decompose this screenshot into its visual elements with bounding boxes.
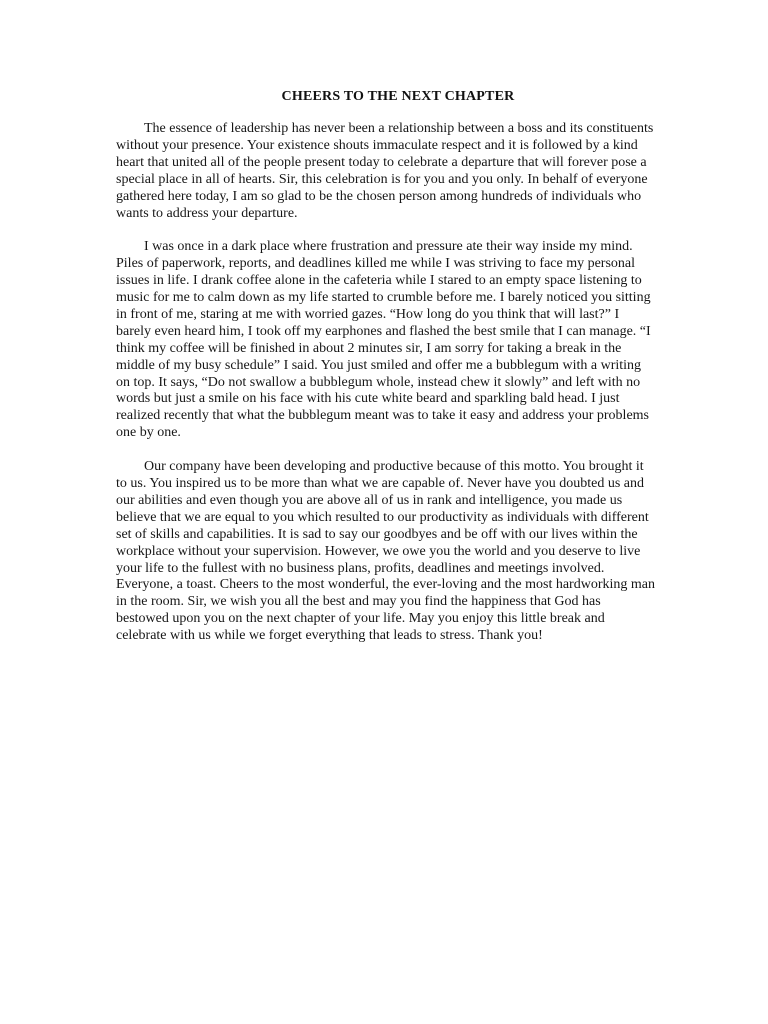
document-title: CHEERS TO THE NEXT CHAPTER	[281, 89, 515, 104]
paragraph-3: Our company have been developing and productive because of this motto. You brought it to us. You inspired us to be more than what we are capable of. Never have you doubted us and our abilities and even though you are above all of us in rank and intelligence, you made us believe that we are equal to you which resulted to our productivity as individuals with different set of skills and capabilities. It is sad to say our goodbyes and be off with our lives within the workplace without your supervision. However, we owe you the world and you deserve to live your life to the fullest with no business plans, profits, deadlines and meetings involved. Everyone, a toast. Cheers to the most wonderful, the ever-loving and the most hardworking man in the room. Sir, we wish you all the best and may you find the happiness that God has bestowed upon you on the next chapter of your life. May you enjoy this little break and celebrate with us while we forget everything that leads to stress. Thank you!	[116, 459, 655, 644]
paragraph-2: I was once in a dark place where frustration and pressure ate their way inside my mind. Piles of paperwork, reports, and deadlines killed me while I was striving to face my personal issues in life. I drank coffee alone in the cafeteria while I stared to an empty space listening to music for me to calm down as my life started to crumble before me. I barely noticed you sitting in front of me, staring at me with worried gazes. “How long do you think that will last?” I barely even heard him, I took off my earphones and flashed the best smile that I can manage. “I think my coffee will be finished in about 2 minutes sir, I am sorry for taking a break in the middle of my busy schedule” I said. You just smiled and offer me a bubblegum with a writing on top. It says, “Do not swallow a bubblegum whole, instead chew it slowly” and left with no words but just a smile on his face with his cute white beard and sparkling bald head. I just realized recently that what the bubblegum meant was to take it easy and address your problems one by one.	[116, 239, 651, 441]
document-body	[116, 121, 656, 662]
paragraph-1: The essence of leadership has never been a relationship between a boss and its constituents without your presence. Your existence shouts immaculate respect and it is followed by a kind heart that united all of the people present today to celebrate a departure that will forever pose a special place in all of hearts. Sir, this celebration is for you and you only. In behalf of everyone gathered here today, I am so glad to be the chosen person among hundreds of individuals who wants to address your departure.	[116, 121, 654, 221]
